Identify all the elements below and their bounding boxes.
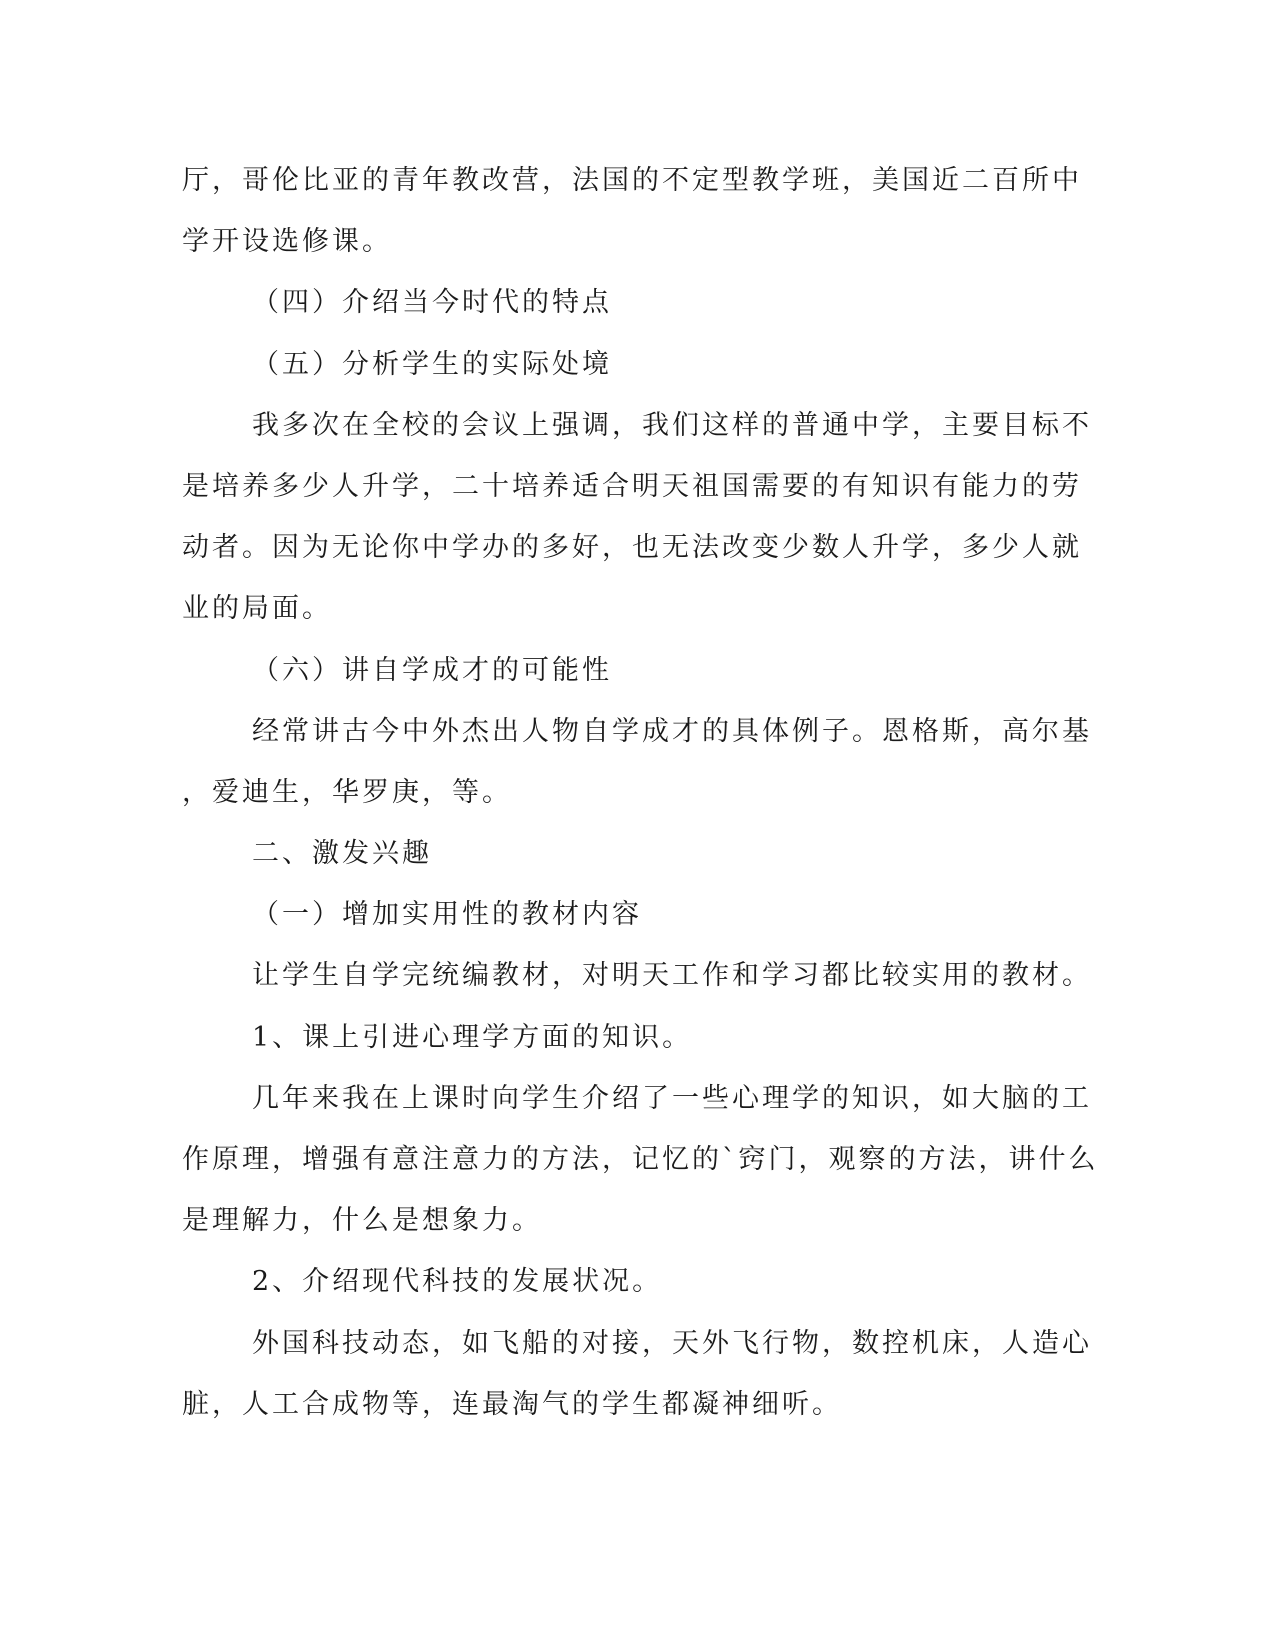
text-line-2: 学开设选修课。	[182, 226, 392, 258]
heading-section-6: （六）讲自学成才的可能性	[252, 654, 612, 686]
text-line-1: 厅，哥伦比亚的青年教改营，法国的不定型教学班，美国近二百所中	[182, 165, 1082, 196]
heading-item-2: 2、介绍现代科技的发展状况。	[252, 1266, 663, 1298]
text-line-8: 业的局面。	[182, 593, 332, 625]
text-line-16: 几年来我在上课时向学生介绍了一些心理学的知识，如大脑的工	[252, 1082, 1092, 1114]
text-line-20: 外国科技动态，如飞船的对接，天外飞行物，数控机床，人造心	[252, 1327, 1092, 1359]
heading-subsection-1: （一）增加实用性的教材内容	[252, 899, 642, 931]
text-line-17: 作原理，增强有意注意力的方法，记忆的`窍门，观察的方法，讲什么	[182, 1144, 1099, 1175]
text-line-10: 经常讲古今中外杰出人物自学成才的具体例子。恩格斯，高尔基	[252, 715, 1092, 747]
heading-part-2: 二、激发兴趣	[252, 838, 432, 870]
text-line-18: 是理解力，什么是想象力。	[182, 1205, 542, 1237]
heading-item-1: 1、课上引进心理学方面的知识。	[252, 1021, 693, 1053]
text-line-6: 是培养多少人升学，二十培养适合明天祖国需要的有知识有能力的劳	[182, 470, 1082, 502]
heading-section-5: （五）分析学生的实际处境	[252, 348, 612, 380]
text-line-21: 脏，人工合成物等，连最淘气的学生都凝神细听。	[182, 1388, 842, 1420]
text-line-11: ，爱迪生，华罗庚，等。	[182, 776, 512, 808]
text-line-5: 我多次在全校的会议上强调，我们这样的普通中学，主要目标不	[252, 409, 1092, 441]
document-body	[182, 150, 1099, 1435]
text-line-7: 动者。因为无论你中学办的多好，也无法改变少数人升学，多少人就	[182, 532, 1082, 564]
text-line-14: 让学生自学完统编教材，对明天工作和学习都比较实用的教材。	[252, 960, 1092, 992]
heading-section-4: （四）介绍当今时代的特点	[252, 287, 612, 319]
